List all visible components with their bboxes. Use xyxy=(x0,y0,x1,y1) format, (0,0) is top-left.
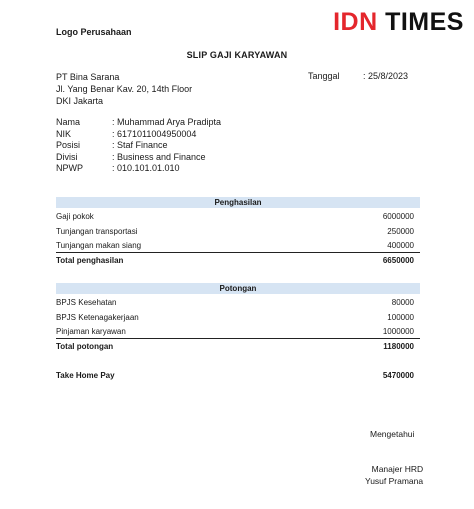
employee-value: : Business and Finance xyxy=(112,151,206,162)
company-name: PT Bina Sarana xyxy=(56,72,120,82)
take-home-pay-value: 5470000 xyxy=(382,371,414,380)
watermark-logo xyxy=(333,8,464,37)
employee-label: NIK xyxy=(56,128,72,139)
line-item-label: BPJS Kesehatan xyxy=(56,298,117,307)
deduction-line-item xyxy=(56,327,414,336)
income-total-value: 6650000 xyxy=(382,256,414,265)
watermark-brand-times: TIMES xyxy=(385,8,464,36)
income-line-item xyxy=(56,241,414,250)
signature-block xyxy=(365,463,423,487)
income-total-label: Total penghasilan xyxy=(56,256,124,265)
line-item-label: Tunjangan transportasi xyxy=(56,227,138,236)
employee-label: Divisi xyxy=(56,151,78,162)
employee-value: : 010.101.01.010 xyxy=(112,163,180,174)
deductions-total-divider xyxy=(56,338,420,339)
employee-row-npwp xyxy=(56,163,221,175)
acknowledgement-text: Mengetahui xyxy=(370,429,415,439)
company-address-line2: DKI Jakarta xyxy=(56,96,104,106)
line-item-value: 400000 xyxy=(387,241,414,250)
deduction-line-item xyxy=(56,298,414,307)
employee-value: : Staf Finance xyxy=(112,140,168,151)
income-line-item xyxy=(56,212,414,221)
line-item-value: 250000 xyxy=(387,227,414,236)
income-section-header: Penghasilan xyxy=(56,197,420,208)
employee-row-nik xyxy=(56,129,221,141)
line-item-value: 1000000 xyxy=(382,327,414,336)
employee-value: : 6171011004950004 xyxy=(112,128,197,139)
employee-label: Nama xyxy=(56,117,81,127)
date-label: Tanggal xyxy=(308,71,340,81)
company-address-line1: Jl. Yang Benar Kav. 20, 14th Floor xyxy=(56,84,193,94)
take-home-pay-label: Take Home Pay xyxy=(56,371,115,380)
line-item-label: BPJS Ketenagakerjaan xyxy=(56,313,139,322)
company-logo-placeholder: Logo Perusahaan xyxy=(56,27,132,37)
take-home-pay xyxy=(56,371,414,380)
deductions-section-header: Potongan xyxy=(56,283,420,294)
signatory-role: Manajer HRD xyxy=(371,464,424,474)
employee-row-division xyxy=(56,152,221,164)
signatory-name: Yusuf Pramana xyxy=(365,476,424,486)
income-total-divider xyxy=(56,252,420,253)
employee-row-name xyxy=(56,117,221,129)
line-item-value: 100000 xyxy=(387,313,414,322)
income-line-item xyxy=(56,227,414,236)
line-item-label: Tunjangan makan siang xyxy=(56,241,142,250)
date-value: : 25/8/2023 xyxy=(363,71,409,81)
deductions-total-label: Total potongan xyxy=(56,342,114,351)
employee-label: NPWP xyxy=(56,163,83,174)
employee-value: : Muhammad Arya Pradipta xyxy=(112,117,222,127)
line-item-value: 6000000 xyxy=(382,212,414,221)
line-item-value: 80000 xyxy=(391,298,414,307)
deductions-total xyxy=(56,342,414,351)
deduction-line-item xyxy=(56,313,414,322)
document-title: SLIP GAJI KARYAWAN xyxy=(186,50,288,60)
watermark-brand-idn: IDN xyxy=(333,8,378,36)
employee-row-position xyxy=(56,140,221,152)
company-block xyxy=(56,71,192,107)
income-total xyxy=(56,256,414,265)
employee-info xyxy=(56,117,221,175)
line-item-label: Pinjaman karyawan xyxy=(56,327,126,336)
employee-label: Posisi xyxy=(56,140,81,151)
deductions-total-value: 1180000 xyxy=(383,342,414,351)
line-item-label: Gaji pokok xyxy=(56,212,94,221)
